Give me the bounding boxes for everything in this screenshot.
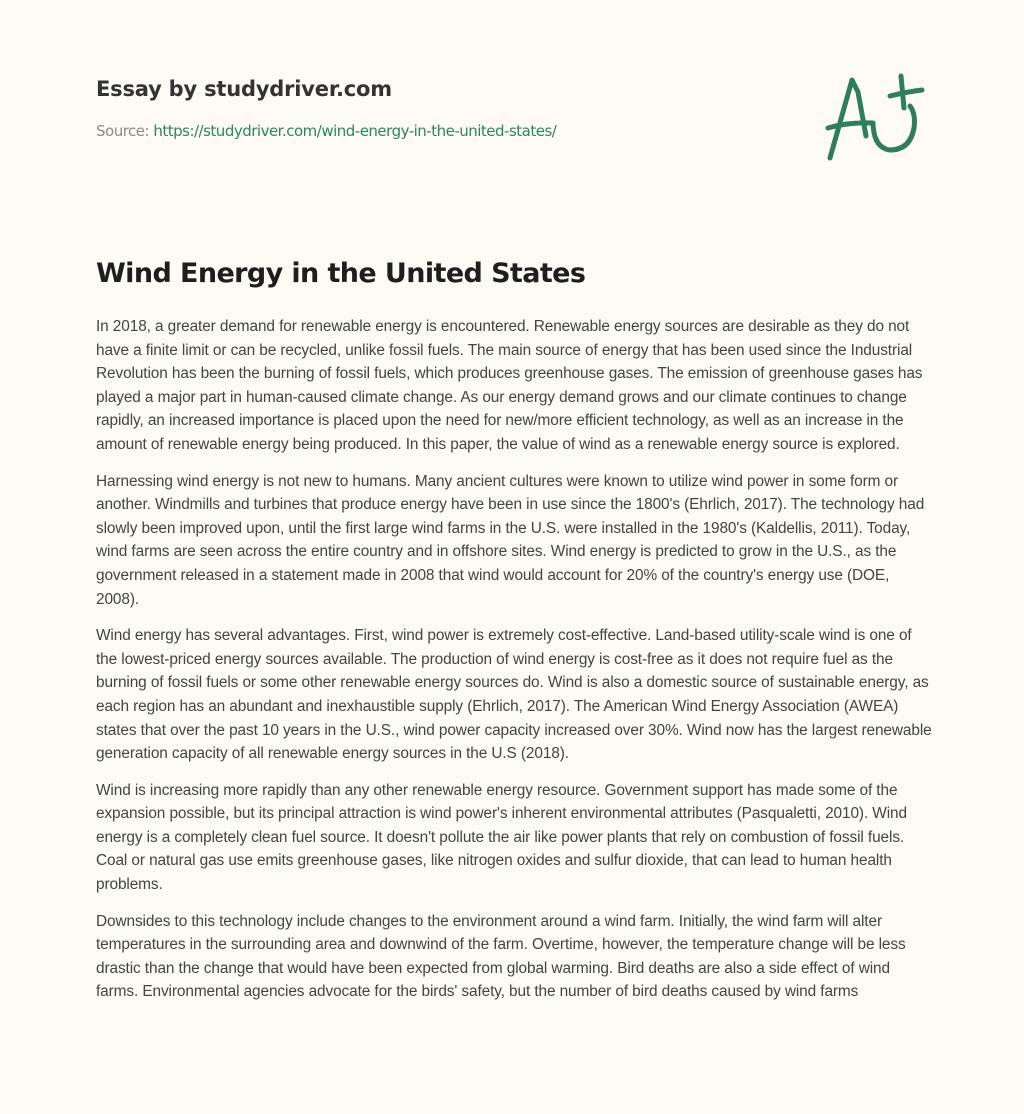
paragraph: Downsides to this technology include changes to the environment around a wind farm. Initially, the wind farm will alter temperatures in the surrounding area and downwind of the farm. Overtime, however, the temperature change will be less drastic than the change that would have been expected from global warming. Bird deaths are also a side effect of wind farms. Environmental agencies advocate for the birds' safety, but the number of bird deaths caused by wind farms <box>96 912 906 1001</box>
paragraph: Wind energy has several advantages. First, wind power is extremely cost-effective. Land-based utility-scale wind is one of the lowest-priced energy sources available. The production of wind energy is cost-free as it does not require fuel as the burning of fossil fuels or some other renewable energy sources do. Wind is also a domestic source of sustainable energy, as each region has an abundant and inexhaustible supply (Ehrlich, 2017). The American Wind Energy Association (AWEA) states that over the past 10 years in the U.S., wind power capacity increased over 30%. Wind now has the largest renewable generation capacity of all renewable energy sources in the U.S (2018). <box>96 627 932 763</box>
a-plus-grade-icon <box>818 66 933 166</box>
document-title: Wind Energy in the United States <box>96 258 586 289</box>
brand-title: Essay by studydriver.com <box>96 77 392 101</box>
source-link[interactable]: https://studydriver.com/wind-energy-in-the-united-states/ <box>153 122 557 140</box>
source-line <box>96 121 696 141</box>
source-label: Source: <box>96 122 154 140</box>
paragraph: In 2018, a greater demand for renewable energy is encountered. Renewable energy sources are desirable as they do not have a finite limit or can be recycled, unlike fossil fuels. The main source of energy that has been used since the Industrial Revolution has been the burning of fossil fuels, which produces greenhouse gases. The emission of greenhouse gases has played a major part in human-caused climate change. As our energy demand grows and our climate continues to change rapidly, an increased importance is placed upon the need for new/more efficient technology, as well as an increase in the amount of renewable energy being produced. In this paper, the value of wind as a renewable energy source is explored. <box>96 318 923 453</box>
essay-header <box>96 74 696 141</box>
paragraph: Wind is increasing more rapidly than any other renewable energy resource. Government support has made some of the expansion possible, but its principal attraction is wind power's inherent environmental attributes (Pasqualetti, 2010). Wind energy is a completely clean fuel source. It doesn't pollute the air like power plants that rely on combustion of fossil fuels. Coal or natural gas use emits greenhouse gases, like nitrogen oxides and sulfur dioxide, that can lead to human health problems. <box>96 781 907 894</box>
essay-body <box>96 315 936 1017</box>
paragraph: Harnessing wind energy is not new to humans. Many ancient cultures were known to utilize wind power in some form or another. Windmills and turbines that produce energy have been in use since the 1800's (Ehrlich, 2017). The technology had slowly been improved upon, until the first large wind farms in the U.S. were installed in the 1980's (Kaldellis, 2011). Today, wind farms are seen across the entire country and in offshore sites. Wind energy is predicted to grow in the U.S., as the government released in a statement made in 2008 that wind would account for 20% of the country's energy use (DOE, 2008). <box>96 472 925 608</box>
